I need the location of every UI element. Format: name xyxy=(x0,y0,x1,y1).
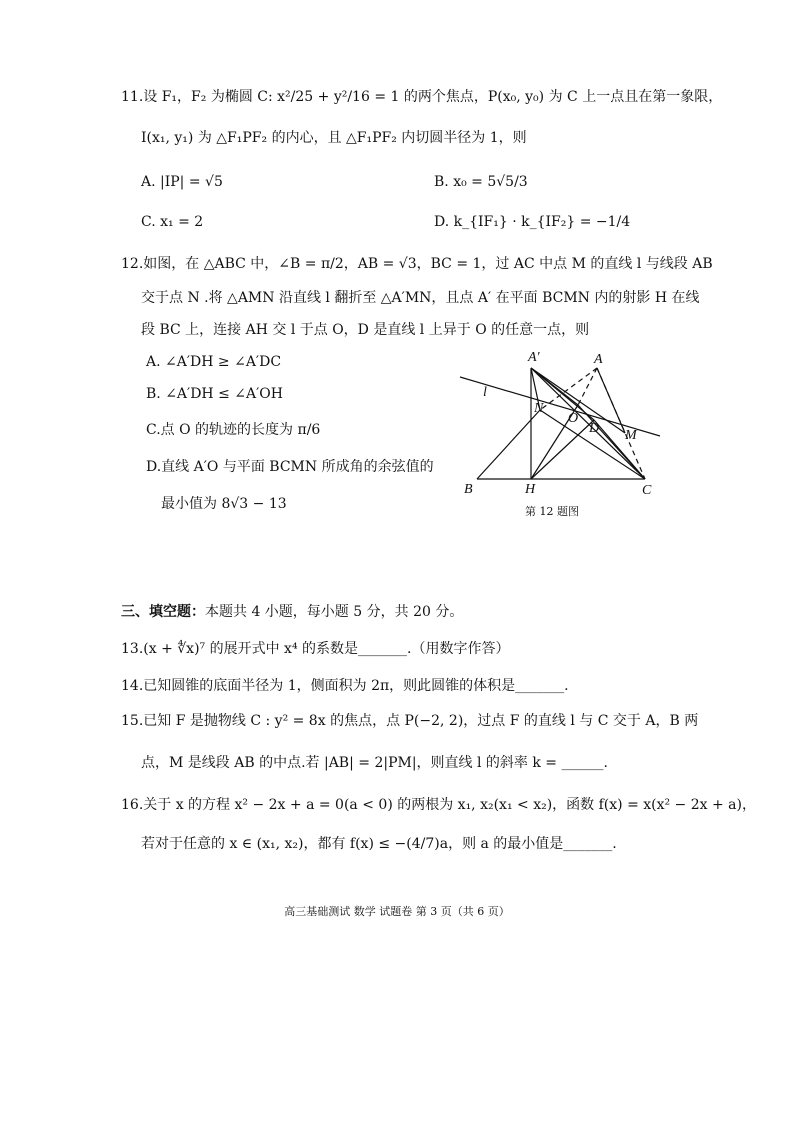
q15-stem-line1: 15.已知 F 是抛物线 C : y² = 8x 的焦点，点 P(−2, 2)，过点 F 的直线 l 与 C 交于 A，B 两 xyxy=(121,713,699,729)
fig-label-b: B xyxy=(464,482,473,497)
fig-label-d: D xyxy=(589,421,600,436)
fig-label-l: l xyxy=(483,385,487,400)
fig-label-n: N xyxy=(534,401,544,416)
q11-option-d: D. k_{IF₁} · k_{IF₂} = −1/4 xyxy=(434,214,631,230)
q16-stem-line1: 16.关于 x 的方程 x² − 2x + a = 0(a < 0) 的两根为 x₁, x₂(x₁ < x₂)，函数 f(x) = x(x² − 2x + a)， xyxy=(121,797,756,813)
q12-option-d-line1: D.直线 A′O 与平面 BCMN 所成角的余弦值的 xyxy=(146,459,434,475)
q12-option-d-line2: 最小值为 8√3 − 13 xyxy=(161,496,287,512)
q12-stem-line2: 交于点 N .将 △AMN 沿直线 l 翻折至 △A′MN，且点 A′ 在平面 BCMN 内的射影 H 在线 xyxy=(141,290,700,306)
fig-label-a: A xyxy=(594,352,603,367)
segment-h-d xyxy=(531,420,594,479)
fig-label-c: C xyxy=(642,483,652,498)
dashed-a-n xyxy=(540,368,597,410)
q16-stem-line2: 若对于任意的 x ∈ (x₁, x₂)，都有 f(x) ≤ −(4/7)a，则 a 的最小值是_______. xyxy=(141,836,617,852)
dashed-a-c xyxy=(597,368,645,479)
q11-stem-line2: I(x₁, y₁) 为 △F₁PF₂ 的内心，且 △F₁PF₂ 内切圆半径为 1，则 xyxy=(141,130,527,146)
q12-stem-line1: 12.如图，在 △ABC 中，∠B = π/2，AB = √3，BC = 1，过 AC 中点 M 的直线 l 与线段 AB xyxy=(121,256,713,272)
q12-stem-line3: 段 BC 上，连接 AH 交 l 于点 O，D 是直线 l 上异于 O 的任意一点，则 xyxy=(141,322,590,338)
segment-ap-c xyxy=(531,368,645,479)
section-title: 三、填空题： xyxy=(121,604,205,620)
q12-option-a: A. ∠A′DH ≥ ∠A′DC xyxy=(146,354,282,370)
figure-caption: 第 12 题图 xyxy=(525,505,579,518)
section-heading xyxy=(121,603,463,621)
q12-option-c: C.点 O 的轨迹的长度为 π/6 xyxy=(146,422,321,438)
fig-label-m: M xyxy=(625,428,637,443)
q11-option-b: B. x₀ = 5√5/3 xyxy=(434,174,528,190)
q11-stem-line1: 11.设 F₁，F₂ 为椭圆 C: x²/25 + y²/16 = 1 的两个焦点，P(x₀, y₀) 为 C 上一点且在第一象限， xyxy=(121,89,723,105)
q15-stem-line2: 点，M 是线段 AB 的中点.若 |AB| = 2|PM|，则直线 l 的斜率 k = ______. xyxy=(141,755,608,771)
q13-stem: 13.(x + ∜x)⁷ 的展开式中 x⁴ 的系数是_______.（用数字作答） xyxy=(121,641,510,657)
segment-a-m xyxy=(597,368,625,433)
segment-bn xyxy=(477,410,540,479)
q11-option-a: A. |IP| = √5 xyxy=(141,174,223,190)
q12-option-b: B. ∠A′DH ≤ ∠A′OH xyxy=(146,386,283,402)
q11-option-c: C. x₁ = 2 xyxy=(141,214,204,230)
dashed-a-o xyxy=(578,368,597,405)
section-instructions: 本题共 4 小题，每小题 5 分，共 20 分。 xyxy=(205,604,464,620)
q14-stem: 14.已知圆锥的底面半径为 1，侧面积为 2π，则此圆锥的体积是_______. xyxy=(121,678,569,694)
segment-ap-o xyxy=(531,368,578,405)
fig-label-h: H xyxy=(525,482,536,497)
fig-label-o: O xyxy=(568,411,579,426)
fig-label-aprime: A′ xyxy=(528,350,540,365)
segment-d-c xyxy=(594,420,645,479)
page-footer: 高三基础测试 数学 试题卷 第 3 页（共 6 页） xyxy=(284,905,510,918)
